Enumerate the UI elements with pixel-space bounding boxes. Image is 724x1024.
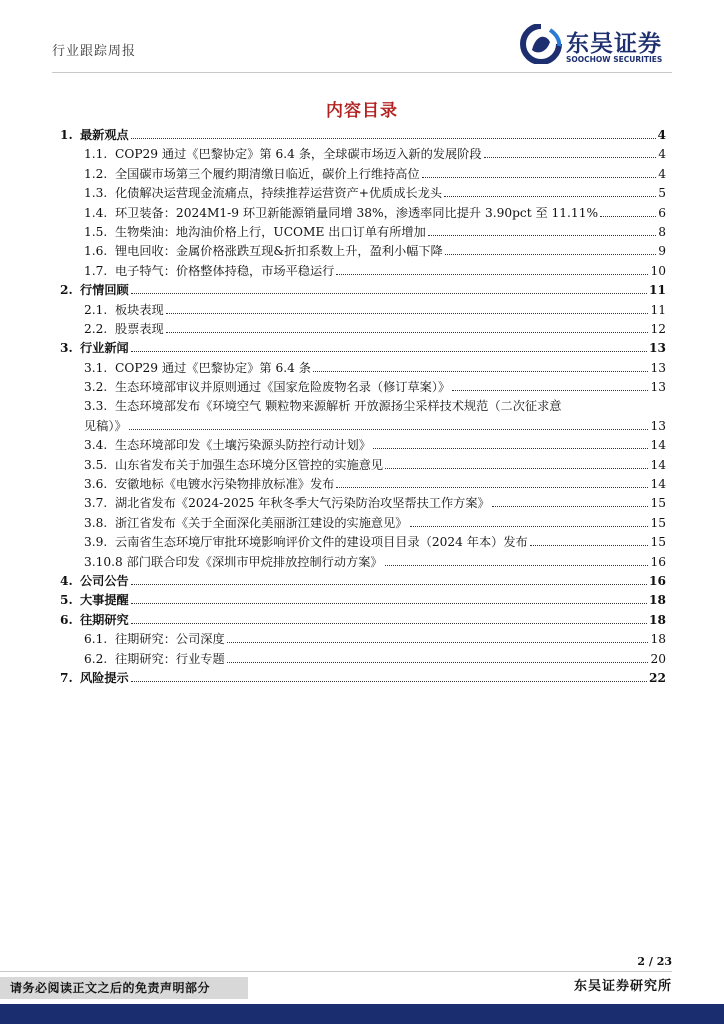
toc-entry-number: 1.1. — [84, 147, 108, 162]
toc-dot-leader — [445, 254, 657, 255]
toc-entry-page: 18 — [649, 593, 666, 608]
toc-heading: 内容目录 — [326, 101, 398, 121]
toc-dot-leader — [452, 390, 648, 391]
toc-entry-page: 6 — [658, 205, 666, 220]
footer-band — [0, 1004, 724, 1024]
toc-entry-number: 5. — [60, 593, 73, 608]
toc-entry-title: 安徽地标《电镀水污染物排放标准》发布 — [115, 477, 335, 492]
toc-subsection-entry[interactable] — [60, 650, 666, 669]
toc-subsection-entry[interactable] — [60, 301, 666, 320]
disclaimer-note: 请务必阅读正文之后的免责声明部分 — [0, 977, 248, 999]
toc-entry-title: 生物柴油：地沟油价格上行，UCOME 出口订单有所增加 — [115, 224, 426, 239]
footer-organization: 东吴证券研究所 — [573, 979, 672, 994]
toc-entry-page: 4 — [658, 147, 666, 162]
toc-dot-leader — [131, 293, 647, 294]
toc-entry-title: 电子特气：价格整体持稳，市场平稳运行 — [115, 263, 335, 278]
toc-entry-page: 18 — [650, 632, 666, 647]
toc-entry-title: 生态环境部审议并原则通过《国家危险废物名录（修订草案）》 — [115, 380, 451, 395]
toc-entry-number: 2. — [60, 283, 73, 298]
toc-entry-number: 3.4. — [84, 438, 108, 453]
toc-entry-number: 3.10. — [84, 554, 116, 569]
toc-entry-page: 11 — [649, 283, 666, 298]
toc-entry-page: 13 — [650, 380, 666, 395]
toc-entry-page: 8 — [658, 224, 666, 239]
toc-entry-page: 12 — [650, 321, 666, 336]
table-of-contents — [60, 126, 666, 688]
toc-subsection-entry[interactable] — [60, 436, 666, 455]
toc-entry-title: 化债解决运营现金流痛点，持续推荐运营资产+优质成长龙头 — [115, 186, 443, 201]
toc-entry-page: 20 — [650, 651, 666, 666]
toc-entry-title: 股票表现 — [115, 321, 164, 336]
toc-entry-number: 1.4. — [84, 205, 108, 220]
toc-subsection-entry[interactable] — [60, 514, 666, 533]
brand-logo — [520, 24, 680, 70]
toc-section-entry[interactable] — [60, 591, 666, 610]
toc-entry-number: 3.1. — [84, 360, 108, 375]
toc-dot-leader — [600, 216, 656, 217]
toc-entry-title: COP29 通过《巴黎协定》第 6.4 条，全球碳市场迈入新的发展阶段 — [115, 147, 482, 162]
toc-entry-title: 湖北省发布《2024-2025 年秋冬季大气污染防治攻坚帮扶工作方案》 — [115, 496, 490, 511]
toc-subsection-entry[interactable] — [60, 223, 666, 242]
toc-subsection-entry[interactable] — [60, 630, 666, 649]
toc-entry-title: 生态环境部发布《环境空气 颗粒物来源解析 开放源扬尘采样技术规范（二次征求意 — [115, 399, 562, 414]
toc-entry-title: 公司公告 — [80, 573, 129, 588]
page-indicator: 2 / 23 — [637, 955, 672, 968]
toc-entry-number: 1.5. — [84, 224, 108, 239]
toc-entry-number: 6.2. — [84, 651, 108, 666]
toc-entry-page: 15 — [650, 496, 666, 511]
header-divider — [52, 72, 672, 73]
toc-entry-page: 16 — [650, 554, 666, 569]
toc-entry-title: 行业新闻 — [80, 341, 129, 356]
toc-entry-title: 最新观点 — [80, 128, 129, 142]
toc-dot-leader — [385, 565, 649, 566]
toc-section-entry[interactable] — [60, 669, 666, 688]
toc-section-entry[interactable] — [60, 281, 666, 300]
toc-entry-title: 浙江省发布《关于全面深化美丽浙江建设的实施意见》 — [115, 515, 408, 530]
toc-entry-page: 4 — [658, 166, 666, 181]
toc-dot-leader — [336, 274, 648, 275]
toc-entry-number: 3. — [60, 341, 73, 356]
toc-entry-number: 1.6. — [84, 244, 108, 259]
toc-subsection-entry[interactable] — [60, 242, 666, 261]
toc-entry-number: 3.8. — [84, 515, 108, 530]
toc-entry-page: 15 — [650, 535, 666, 550]
toc-dot-leader — [131, 584, 647, 585]
toc-dot-leader — [385, 468, 648, 469]
toc-dot-leader — [129, 429, 649, 430]
toc-subsection-entry[interactable] — [60, 262, 666, 281]
toc-entry-page: 13 — [650, 418, 666, 433]
toc-subsection-entry[interactable] — [60, 456, 666, 475]
toc-entry-number: 1.2. — [84, 166, 108, 181]
toc-entry-number: 3.5. — [84, 457, 108, 472]
logo-text-en: SOOCHOW SECURITIES — [566, 55, 663, 64]
toc-entry-title: 生态环境部印发《土壤污染源头防控行动计划》 — [115, 438, 371, 453]
toc-entry-page: 15 — [650, 515, 666, 530]
toc-subsection-entry[interactable] — [60, 397, 666, 416]
toc-dot-leader — [444, 196, 656, 197]
toc-entry-number: 3.9. — [84, 535, 108, 550]
toc-dot-leader — [131, 603, 647, 604]
toc-entry-title: 板块表现 — [115, 302, 164, 317]
toc-dot-leader — [336, 487, 648, 488]
toc-entry-page: 16 — [649, 573, 666, 588]
toc-entry-page: 14 — [650, 477, 666, 492]
toc-entry-number: 4. — [60, 573, 73, 588]
toc-entry-number: 3.7. — [84, 496, 108, 511]
toc-subsection-entry[interactable] — [60, 320, 666, 339]
toc-entry-number: 3.3. — [84, 399, 108, 414]
toc-entry-number: 1.3. — [84, 186, 108, 201]
toc-entry-page: 22 — [649, 670, 666, 685]
toc-entry-page: 14 — [650, 457, 666, 472]
toc-subsection-entry[interactable] — [60, 145, 666, 164]
toc-entry-title: 行情回顾 — [80, 283, 129, 298]
toc-entry-title-continued: 见稿）》 — [84, 418, 127, 433]
toc-entry-number: 1.7. — [84, 263, 108, 278]
toc-subsection-entry[interactable] — [60, 359, 666, 378]
toc-entry-number: 3.2. — [84, 380, 108, 395]
toc-dot-leader — [131, 351, 647, 352]
toc-entry-page: 11 — [650, 302, 666, 317]
toc-entry-page: 13 — [649, 341, 666, 356]
toc-subsection-entry[interactable] — [60, 184, 666, 203]
toc-entry-title: 往期研究 — [80, 612, 129, 627]
toc-dot-leader — [373, 448, 649, 449]
toc-dot-leader — [227, 662, 649, 663]
report-category: 行业跟踪周报 — [52, 44, 137, 59]
toc-entry-title: 风险提示 — [80, 670, 129, 685]
toc-dot-leader — [227, 642, 649, 643]
toc-entry-number: 6.1. — [84, 632, 108, 647]
toc-dot-leader — [484, 157, 657, 158]
toc-entry-title: 环卫装备：2024M1-9 环卫新能源销量同增 38%，渗透率同比提升 3.90pct 至 11.11% — [115, 205, 599, 220]
toc-subsection-entry[interactable] — [60, 494, 666, 513]
toc-subsection-entry[interactable] — [60, 204, 666, 223]
toc-entry-page: 5 — [658, 186, 666, 201]
toc-entry-number: 2.2. — [84, 321, 108, 336]
toc-entry-number: 6. — [60, 612, 73, 627]
toc-entry-page: 9 — [658, 244, 666, 259]
toc-entry-number: 3.6. — [84, 477, 108, 492]
toc-subsection-entry[interactable] — [60, 553, 666, 572]
toc-section-entry[interactable] — [60, 611, 666, 630]
toc-entry-title: 大事提醒 — [80, 593, 129, 608]
toc-dot-leader — [166, 332, 649, 333]
toc-entry-number: 1. — [60, 128, 73, 142]
toc-dot-leader — [131, 681, 647, 682]
toc-dot-leader — [428, 235, 656, 236]
toc-entry-number: 7. — [60, 670, 73, 685]
toc-entry-title: 8 部门联合印发《深圳市甲烷排放控制行动方案》 — [115, 554, 383, 569]
toc-entry-page: 13 — [650, 360, 666, 375]
toc-section-entry[interactable] — [60, 126, 666, 145]
toc-section-entry[interactable] — [60, 572, 666, 591]
logo-text-cn: 东吴证券 — [566, 31, 662, 57]
toc-entry-number: 2.1. — [84, 302, 108, 317]
toc-subsection-entry-continued[interactable] — [60, 417, 666, 436]
toc-entry-page: 18 — [649, 612, 666, 627]
toc-entry-page: 14 — [650, 438, 666, 453]
toc-subsection-entry[interactable] — [60, 475, 666, 494]
footer-divider — [0, 971, 672, 972]
toc-entry-title: 往期研究：公司深度 — [115, 632, 225, 647]
toc-entry-title: 全国碳市场第三个履约期清缴日临近，碳价上行维持高位 — [115, 166, 420, 181]
toc-entry-title: 锂电回收：金属价格涨跌互现&折扣系数上升，盈利小幅下降 — [115, 244, 443, 259]
toc-entry-title: 往期研究：行业专题 — [115, 651, 225, 666]
toc-entry-page: 4 — [657, 128, 666, 142]
toc-dot-leader — [131, 623, 647, 624]
toc-subsection-entry[interactable] — [60, 378, 666, 397]
toc-subsection-entry[interactable] — [60, 165, 666, 184]
toc-dot-leader — [131, 138, 656, 139]
toc-dot-leader — [410, 526, 649, 527]
toc-dot-leader — [530, 545, 649, 546]
toc-dot-leader — [166, 313, 649, 314]
toc-dot-leader — [422, 177, 657, 178]
toc-dot-leader — [492, 506, 649, 507]
toc-entry-title: 云南省生态环境厅审批环境影响评价文件的建设项目目录（2024 年本）发布 — [115, 535, 528, 550]
toc-subsection-entry[interactable] — [60, 533, 666, 552]
toc-entry-title: 山东省发布关于加强生态环境分区管控的实施意见 — [115, 457, 384, 472]
toc-entry-page: 10 — [650, 263, 666, 278]
toc-dot-leader — [313, 371, 649, 372]
toc-entry-title: COP29 通过《巴黎协定》第 6.4 条 — [115, 360, 311, 375]
toc-section-entry[interactable] — [60, 339, 666, 358]
logo-mark-icon — [520, 24, 562, 64]
